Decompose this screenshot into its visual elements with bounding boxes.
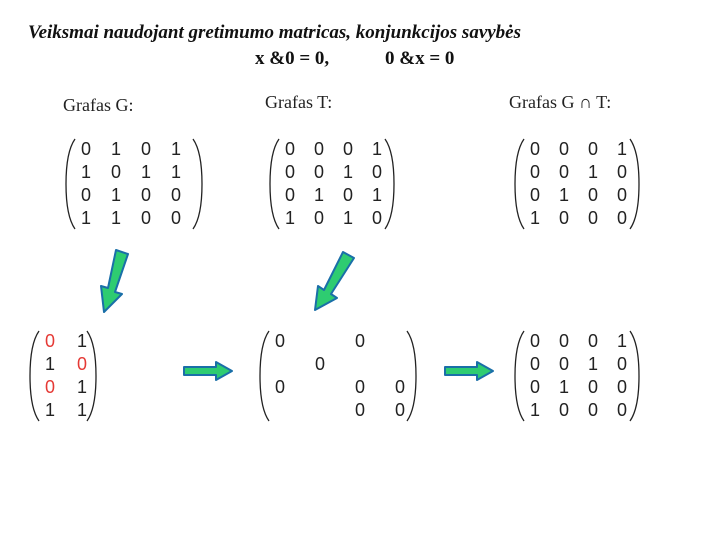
- matrix-cell: 0: [616, 208, 627, 228]
- matrix-cell: 0: [616, 354, 627, 374]
- matrix-cell: 1: [76, 331, 87, 351]
- diagonal-arrow-left: [94, 248, 134, 314]
- matrix-cell: 1: [371, 139, 382, 159]
- matrix-cell: 0: [558, 354, 569, 374]
- matrix-step-left: [28, 330, 98, 422]
- matrix-cell: 0: [342, 185, 353, 205]
- matrix-cell: 0: [587, 400, 598, 420]
- matrix-cell: 0: [170, 185, 181, 205]
- matrix-cell: 0: [587, 331, 598, 351]
- matrix-cell: 0: [44, 377, 55, 397]
- matrix-cell: 0: [274, 377, 285, 397]
- matrix-cell: 0: [558, 162, 569, 182]
- matrix-cell: 0: [170, 208, 181, 228]
- matrix-cell: 0: [354, 331, 365, 351]
- matrix-cell: 0: [284, 139, 295, 159]
- matrix-cell: 0: [529, 139, 540, 159]
- matrix-cell: 1: [529, 208, 540, 228]
- matrix-cell: 0: [587, 139, 598, 159]
- matrix-cell: 1: [170, 162, 181, 182]
- matrix-cell: 0: [313, 208, 324, 228]
- matrix-cell: 0: [342, 139, 353, 159]
- matrix-cell: 0: [558, 331, 569, 351]
- matrix-cell: 0: [140, 139, 151, 159]
- matrix-cell: 0: [587, 377, 598, 397]
- matrix-cell: 1: [110, 185, 121, 205]
- matrix-cell: 0: [284, 185, 295, 205]
- matrix-cell: 0: [80, 139, 91, 159]
- left-bracket: [258, 330, 270, 422]
- matrix-cell: 1: [558, 185, 569, 205]
- matrix-cell: 0: [140, 185, 151, 205]
- matrix-cell: 1: [44, 354, 55, 374]
- matrix-cell: 1: [80, 208, 91, 228]
- matrix-cell: 0: [394, 400, 405, 420]
- formula-zero-and-x: 0 &x = 0: [385, 48, 455, 69]
- matrix-cell: 0: [558, 139, 569, 159]
- matrix-cell: 1: [110, 208, 121, 228]
- matrix-cell: 0: [44, 331, 55, 351]
- matrix-cell: 1: [529, 400, 540, 420]
- matrix-cell: 0: [616, 185, 627, 205]
- matrix-cell: 1: [284, 208, 295, 228]
- matrix-cell: 1: [76, 377, 87, 397]
- matrix-cell: 0: [529, 185, 540, 205]
- matrix-cell: 0: [313, 162, 324, 182]
- matrix-graph-intersection: [513, 138, 641, 230]
- matrix-graph-t: [268, 138, 396, 230]
- matrix-cell: 0: [354, 400, 365, 420]
- matrix-cell: 0: [558, 208, 569, 228]
- matrix-cell: 0: [616, 162, 627, 182]
- left-bracket: [64, 138, 76, 230]
- matrix-cell: 0: [354, 377, 365, 397]
- label-graph-g: Grafas G:: [63, 95, 134, 115]
- right-bracket: [192, 138, 204, 230]
- matrix-cell: 0: [616, 377, 627, 397]
- matrix-cell: 0: [274, 331, 285, 351]
- label-graph-intersection: Grafas G ∩ T:: [509, 92, 612, 112]
- matrix-cell: 0: [394, 377, 405, 397]
- matrix-cell: 0: [371, 208, 382, 228]
- matrix-cell: 0: [529, 162, 540, 182]
- matrix-cell: 0: [587, 208, 598, 228]
- matrix-cell: 0: [371, 162, 382, 182]
- matrix-cell: 1: [587, 162, 598, 182]
- left-bracket: [28, 330, 40, 422]
- matrix-cell: 1: [371, 185, 382, 205]
- matrix-cell: 1: [76, 400, 87, 420]
- matrix-cell: 1: [616, 139, 627, 159]
- matrix-cell: 0: [558, 400, 569, 420]
- matrix-graph-g: [64, 138, 204, 230]
- left-bracket: [268, 138, 280, 230]
- left-bracket: [513, 330, 525, 422]
- matrix-cell: 1: [558, 377, 569, 397]
- matrix-step-right: [513, 330, 641, 422]
- matrix-cell: 0: [284, 162, 295, 182]
- matrix-cell: 0: [140, 208, 151, 228]
- horizontal-arrow-left: [182, 360, 234, 382]
- matrix-cell: 1: [342, 162, 353, 182]
- matrix-cell: 1: [616, 331, 627, 351]
- matrix-cell: 0: [110, 162, 121, 182]
- matrix-cell: 1: [342, 208, 353, 228]
- matrix-cell: 1: [44, 400, 55, 420]
- matrix-cell: 1: [313, 185, 324, 205]
- matrix-cell: 0: [313, 139, 324, 159]
- matrix-cell: 1: [80, 162, 91, 182]
- matrix-cell: 0: [529, 331, 540, 351]
- matrix-cell: 1: [170, 139, 181, 159]
- matrix-cell: 0: [587, 185, 598, 205]
- label-graph-t: Grafas T:: [265, 92, 333, 112]
- matrix-step-middle: [258, 330, 418, 422]
- matrix-cell: 1: [587, 354, 598, 374]
- matrix-cell: 1: [140, 162, 151, 182]
- formula-x-and-zero: x &0 = 0,: [255, 48, 330, 69]
- horizontal-arrow-right: [443, 360, 495, 382]
- left-bracket: [513, 138, 525, 230]
- diagonal-arrow-middle: [310, 250, 358, 314]
- matrix-cell: 0: [529, 377, 540, 397]
- matrix-cell: 0: [616, 400, 627, 420]
- matrix-cell: 1: [110, 139, 121, 159]
- matrix-cell: 0: [529, 354, 540, 374]
- matrix-cell: 0: [80, 185, 91, 205]
- matrix-cell: 0: [76, 354, 87, 374]
- matrix-cell: 0: [314, 354, 325, 374]
- slide-title: Veiksmai naudojant gretimumo matricas, konjunkcijos savybės: [28, 22, 522, 43]
